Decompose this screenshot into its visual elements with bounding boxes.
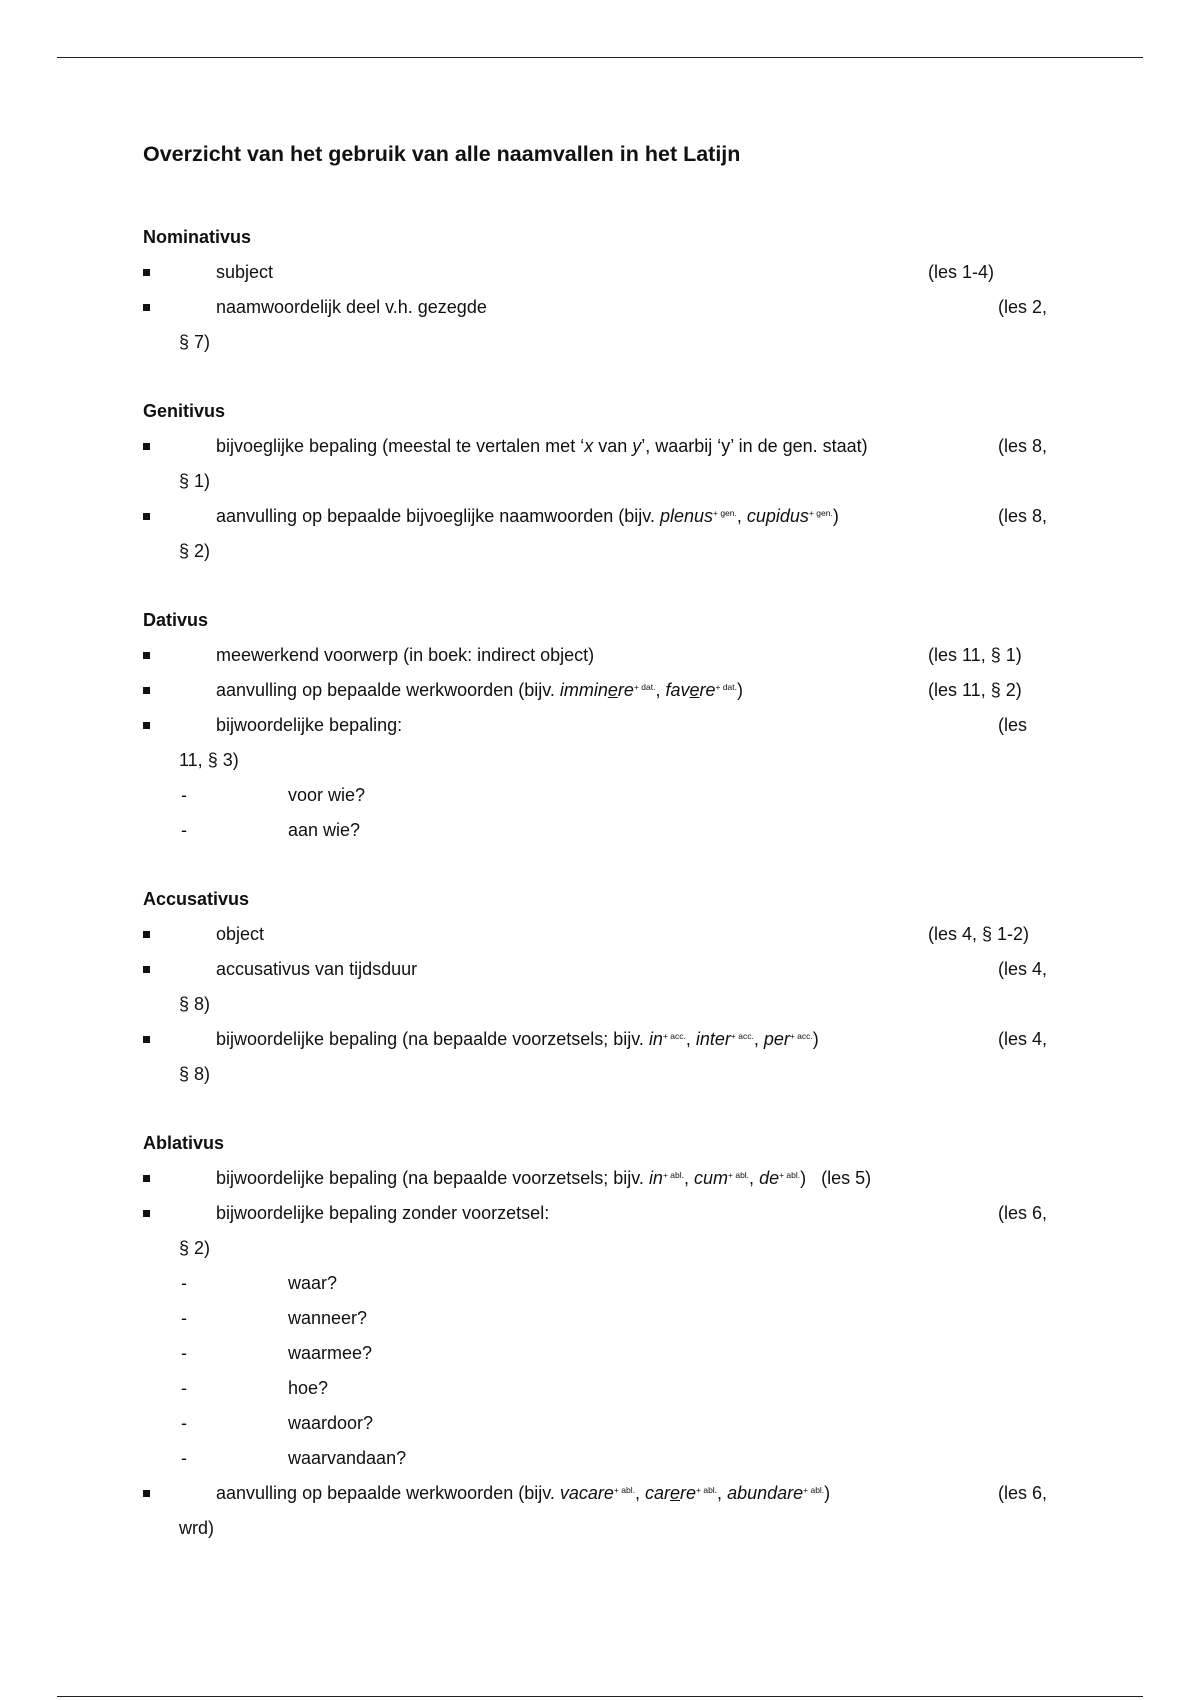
- item-text: accusativus van tijdsduur: [216, 959, 418, 979]
- section-genitivus: [143, 394, 1063, 569]
- case-marker: + dat.: [633, 682, 656, 692]
- item-text: aanvulling op bepaalde werkwoorden (bijv. vacare$^{+ abl.}$, carere$^{+ abl.}$, abundare$^{+ abl.}$): [216, 1483, 831, 1503]
- item-text: subject: [216, 262, 274, 282]
- item-text: bijwoordelijke bepaling (na bepaalde voorzetsels; bijv. $in^{+ abl.}$, cum$^{+ abl.}$, $de^{+ abl.}$) (les 5): [216, 1168, 872, 1188]
- case-marker: + gen.: [713, 508, 737, 518]
- example-word: vacare: [559, 1483, 614, 1503]
- lesson-ref: (les 2,: [998, 297, 1048, 317]
- list-item: [143, 708, 1063, 743]
- list-item: [143, 1196, 1063, 1231]
- lesson-ref: (les 4, § 1-2): [928, 924, 1030, 944]
- section-heading: Nominativus: [143, 227, 252, 247]
- example-word: x: [584, 436, 594, 456]
- case-marker: + acc.: [662, 1031, 686, 1041]
- lesson-ref: (les 5): [821, 1168, 872, 1188]
- example-word: in: [648, 1029, 663, 1049]
- bottom-rule: [57, 1696, 1143, 1697]
- bullet-icon: [143, 966, 150, 973]
- lesson-ref: (les 4,: [998, 1029, 1048, 1049]
- lesson-ref: (les 6,: [998, 1483, 1048, 1503]
- list-item: [143, 917, 1063, 952]
- document-body: [143, 220, 1063, 1580]
- lesson-ref: (les: [998, 715, 1028, 735]
- section-heading: Genitivus: [143, 401, 226, 421]
- sub-list-item: [143, 1406, 1063, 1441]
- item-text: meewerkend voorwerp (in boek: indirect object): [216, 645, 595, 665]
- bullet-icon: [143, 1490, 150, 1497]
- sub-list-item: [143, 813, 1063, 848]
- bullet-icon: [143, 1036, 150, 1043]
- example-word: de: [759, 1168, 780, 1188]
- case-marker: + acc.: [789, 1031, 813, 1041]
- bullet-icon: [143, 1175, 150, 1182]
- lesson-ref-continuation: § 1): [179, 471, 211, 491]
- list-item: [143, 429, 1063, 464]
- example-word: cum: [694, 1168, 729, 1188]
- dash-icon: -: [181, 1308, 187, 1328]
- item-text: naamwoordelijk deel v.h. gezegde: [216, 297, 487, 317]
- item-text: bijwoordelijke bepaling:: [216, 715, 403, 735]
- bullet-icon: [143, 687, 150, 694]
- lesson-ref: (les 4,: [998, 959, 1048, 979]
- dash-icon: -: [181, 820, 187, 840]
- top-rule: [57, 57, 1143, 58]
- bullet-icon: [143, 931, 150, 938]
- example-word: imminere: [559, 680, 634, 700]
- lesson-ref-continuation: 11, § 3): [179, 750, 239, 770]
- list-item: [143, 499, 1063, 534]
- case-marker: + abl.: [613, 1485, 635, 1495]
- lesson-ref: (les 8,: [998, 506, 1048, 526]
- item-text: object: [216, 924, 265, 944]
- list-item: [143, 255, 1063, 290]
- sub-list-item: [143, 1301, 1063, 1336]
- example-word: inter: [695, 1029, 731, 1049]
- example-word: y: [632, 436, 642, 456]
- sub-list-item: [143, 1441, 1063, 1476]
- list-item: [143, 1022, 1063, 1057]
- section-heading: Accusativus: [143, 889, 250, 909]
- example-word: in: [648, 1168, 663, 1188]
- list-item: [143, 952, 1063, 987]
- sub-list-item: [143, 1266, 1063, 1301]
- lesson-ref-continuation: § 8): [179, 1064, 211, 1084]
- item-text: waar?: [288, 1273, 338, 1293]
- dash-icon: -: [181, 785, 187, 805]
- case-marker: + abl.: [779, 1170, 801, 1180]
- bullet-icon: [143, 722, 150, 729]
- lesson-ref-continuation: § 2): [179, 1238, 211, 1258]
- case-marker: + gen.: [808, 508, 833, 518]
- dash-icon: -: [181, 1413, 187, 1433]
- list-item: [143, 1476, 1063, 1511]
- lesson-ref: (les 6,: [998, 1203, 1048, 1223]
- item-text: waardoor?: [288, 1413, 374, 1433]
- item-text: bijwoordelijke bepaling (na bepaalde voorzetsels; bijv. $in^{+ acc.}$, inter$^{+ acc.}$, per$^{+ acc.}$): [216, 1029, 819, 1049]
- lesson-ref-continuation: wrd): [179, 1518, 214, 1538]
- sub-list-item: [143, 1371, 1063, 1406]
- bullet-icon: [143, 652, 150, 659]
- list-item: [143, 290, 1063, 325]
- item-text: waarvandaan?: [288, 1448, 407, 1468]
- item-text: voor wie?: [288, 785, 366, 805]
- case-marker: + abl.: [662, 1170, 684, 1180]
- section-ablativus: [143, 1126, 1063, 1546]
- dash-icon: -: [181, 1343, 187, 1363]
- example-word: abundare: [727, 1483, 804, 1503]
- case-marker: + abl.: [696, 1485, 718, 1495]
- case-marker: + abl.: [803, 1485, 825, 1495]
- item-text: waarmee?: [288, 1343, 373, 1363]
- item-text: bijvoeglijke bepaling (meestal te vertalen met ‘x van y’, waarbij ‘y’ in de gen. staat): [216, 436, 868, 456]
- example-word: cupidus: [746, 506, 809, 526]
- lesson-ref-continuation: § 2): [179, 541, 211, 561]
- case-marker: + abl.: [728, 1170, 750, 1180]
- section-accusativus: [143, 882, 1063, 1092]
- section-heading: Dativus: [143, 610, 209, 630]
- item-text: aanvulling op bepaalde werkwoorden (bijv. imminere$^{+ dat.}$, favere$^{+ dat.}$): [216, 680, 744, 700]
- lesson-ref: (les 11, § 1): [928, 645, 1022, 665]
- lesson-ref: (les 8,: [998, 436, 1048, 456]
- item-text: wanneer?: [288, 1308, 368, 1328]
- sub-list-item: [143, 1336, 1063, 1371]
- bullet-icon: [143, 304, 150, 311]
- item-text: aan wie?: [288, 820, 361, 840]
- example-word: favere: [665, 680, 716, 700]
- section-dativus: [143, 603, 1063, 848]
- lesson-ref-continuation: § 7): [179, 332, 211, 352]
- example-word: per: [763, 1029, 790, 1049]
- section-nominativus: [143, 220, 1063, 360]
- bullet-icon: [143, 443, 150, 450]
- list-item: [143, 1161, 1063, 1196]
- lesson-ref-continuation: § 8): [179, 994, 211, 1014]
- page-title: Overzicht van het gebruik van alle naamvallen in het Latijn: [143, 142, 741, 166]
- dash-icon: -: [181, 1273, 187, 1293]
- case-marker: + acc.: [730, 1031, 754, 1041]
- example-word: plenus: [659, 506, 713, 526]
- dash-icon: -: [181, 1448, 187, 1468]
- list-item: [143, 638, 1063, 673]
- dash-icon: -: [181, 1378, 187, 1398]
- list-item: [143, 673, 1063, 708]
- item-text: hoe?: [288, 1378, 329, 1398]
- bullet-icon: [143, 269, 150, 276]
- lesson-ref: (les 1-4): [928, 262, 995, 282]
- bullet-icon: [143, 513, 150, 520]
- sub-list-item: [143, 778, 1063, 813]
- lesson-ref: (les 11, § 2): [928, 680, 1022, 700]
- item-text: bijwoordelijke bepaling zonder voorzetsel:: [216, 1203, 550, 1223]
- item-text: aanvulling op bepaalde bijvoeglijke naamwoorden (bijv. plenus$^{+ gen.}$, cupidus$^{+ gen.}$): [216, 506, 839, 526]
- case-marker: + dat.: [715, 682, 738, 692]
- example-word: carere: [644, 1483, 697, 1503]
- bullet-icon: [143, 1210, 150, 1217]
- section-heading: Ablativus: [143, 1133, 225, 1153]
